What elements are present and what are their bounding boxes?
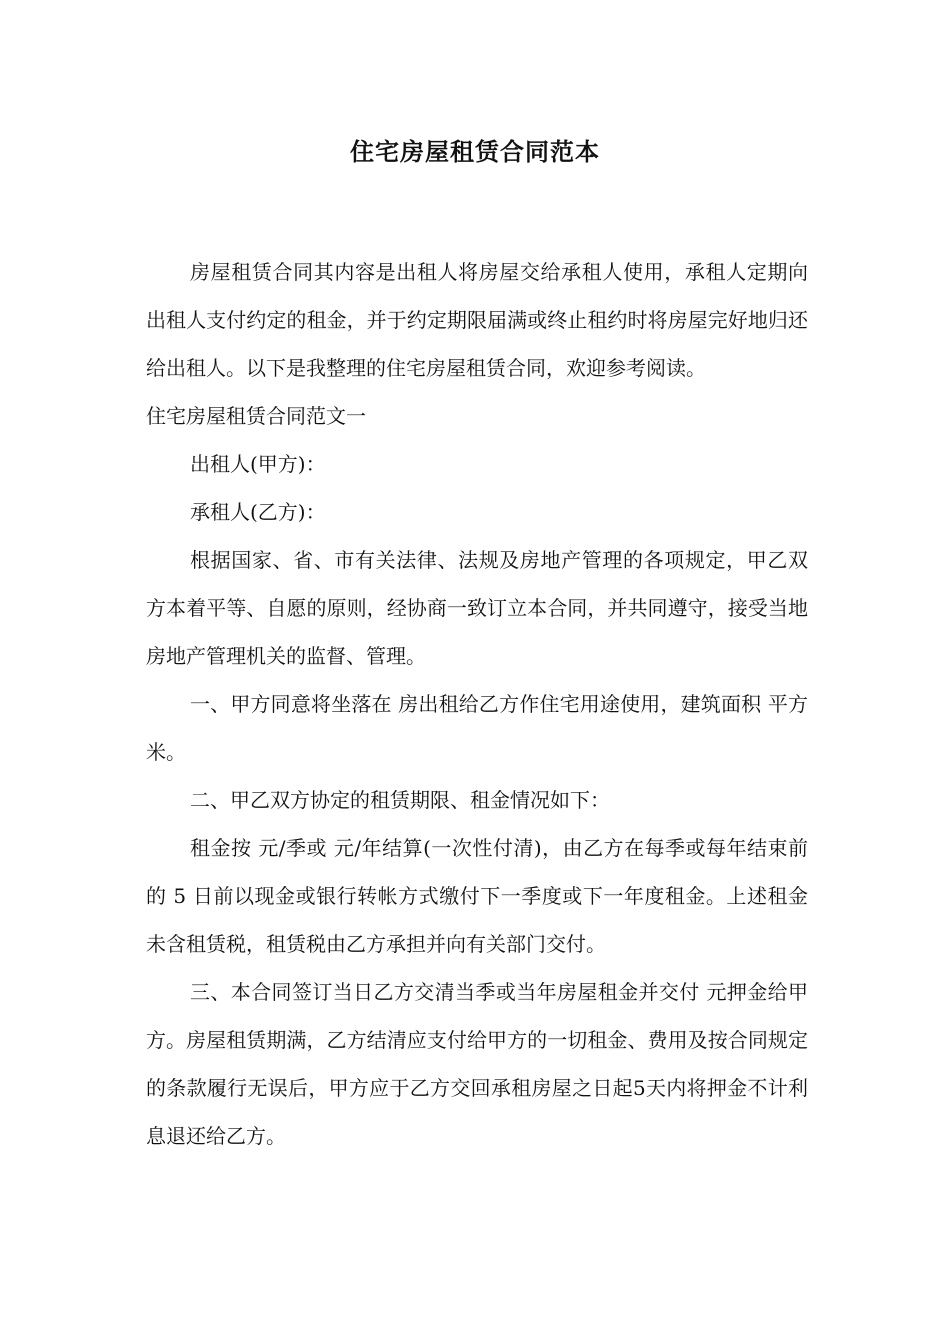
rent-terms-paragraph: 租金按 元/季或 元/年结算(一次性付清)，由乙方在每季或每年结束前的 5 日前以现金或银行转帐方式缴付下一季度或下一年度租金。上述租金未含租赁税，租赁税由乙方承担并向有关部门交付。 bbox=[146, 836, 808, 956]
clause-1-paragraph: 一、甲方同意将坐落在 房出租给乙方作住宅用途使用，建筑面积 平方米。 bbox=[146, 692, 808, 764]
document-title: 住宅房屋租赁合同范本 bbox=[350, 138, 600, 166]
clause-2-paragraph: 二、甲乙双方协定的租赁期限、租金情况如下： bbox=[190, 788, 610, 812]
basis-paragraph: 根据国家、省、市有关法律、法规及房地产管理的各项规定，甲乙双方本着平等、自愿的原则，经协商一致订立本合同，并共同遵守，接受当地房地产管理机关的监督、管理。 bbox=[146, 548, 808, 668]
lessor-line: 出租人(甲方)： bbox=[190, 452, 326, 476]
document-body bbox=[146, 248, 808, 1160]
clause-3-paragraph: 三、本合同签订当日乙方交清当季或当年房屋租金并交付 元押金给甲方。房屋租赁期满，乙方结清应支付给甲方的一切租金、费用及按合同规定的条款履行无误后，甲方应于乙方交回承租房屋之日起5天内将押金不计利息退还给乙方。 bbox=[146, 980, 808, 1148]
section-heading: 住宅房屋租赁合同范文一 bbox=[146, 404, 366, 428]
lessee-line: 承租人(乙方)： bbox=[190, 500, 326, 524]
intro-paragraph: 房屋租赁合同其内容是出租人将房屋交给承租人使用，承租人定期向出租人支付约定的租金，并于约定期限届满或终止租约时将房屋完好地归还给出租人。以下是我整理的住宅房屋租赁合同，欢迎参考阅读。 bbox=[146, 260, 808, 380]
